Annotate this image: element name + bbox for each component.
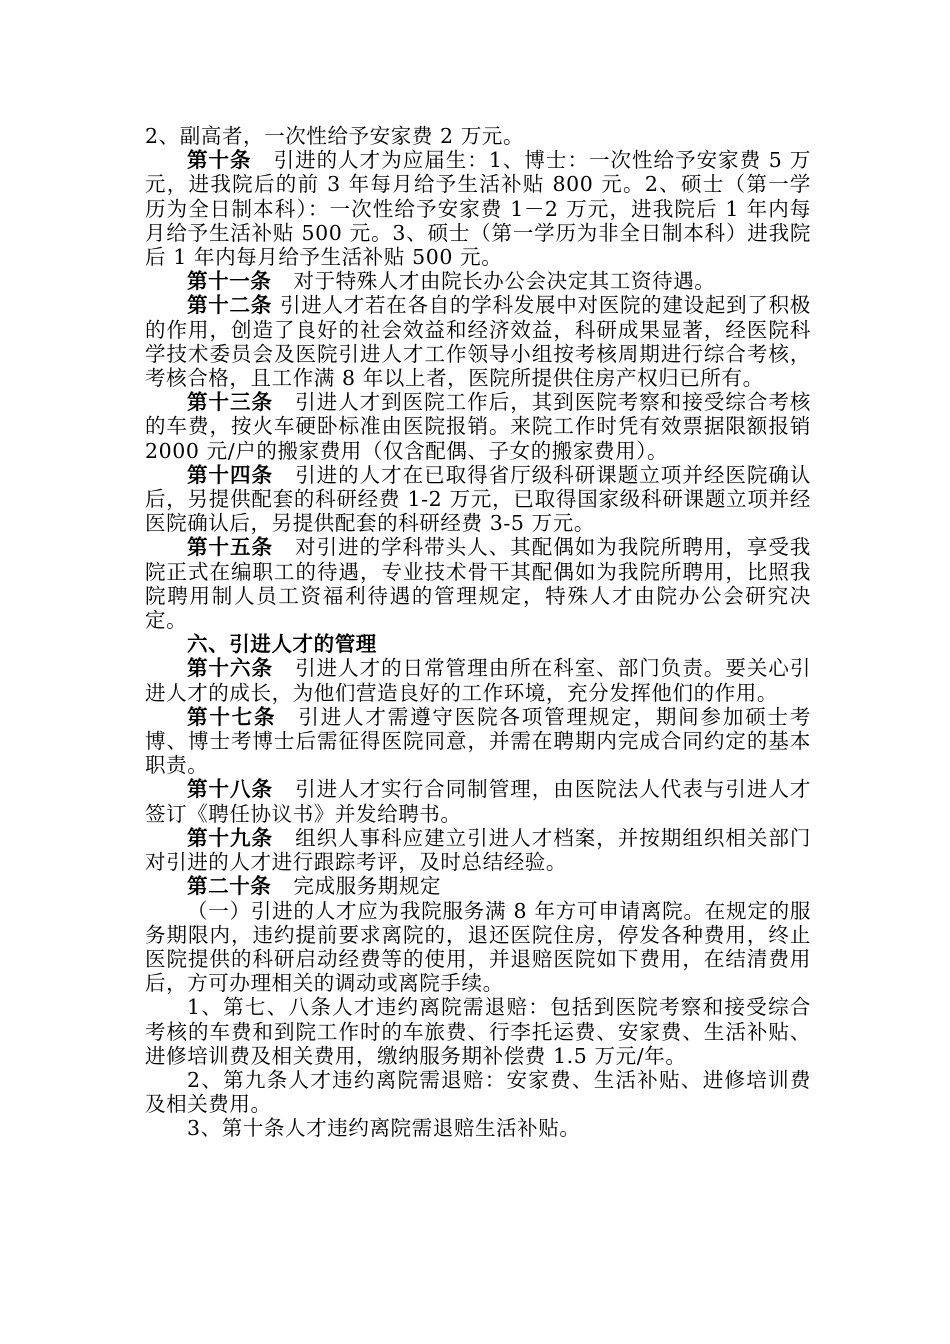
article-number: 第十一条 [187, 269, 272, 294]
article-12: 第十二条 引进人才若在各自的学科发展中对医院的建设起到了积极的作用，创造了良好的社会效益和经济效益，科研成果显著，经医院科学技术委员会及医院引进人才工作领导小组按考核周期进行综合考核，考核合格，且工作满 8 年以上者，医院所提供住房产权归已所有。 [145, 293, 812, 391]
clause-1: （一）引进的人才应为我院服务满 8 年方可申请离院。在规定的服务期限内，违约提前要求离院的，退还医院住房，停发各种费用，终止医院提供的科研启动经费等的使用，并退赔医院如下费用，在结清费用后，方可办理相关的调动或离院手续。 [145, 898, 811, 996]
article-14: 第十四条 引进的人才在已取得省厅级科研课题立项并经医院确认后，另提供配套的科研经费 1-2 万元，已取得国家级科研课题立项并经医院确认后，另提供配套的科研经费 3-5 万元。 [145, 462, 811, 536]
section-6-heading: 六、引进人才的管理 [187, 632, 377, 657]
document-body [145, 124, 811, 1141]
article-20: 第二十条 完成服务期规定 [187, 874, 442, 899]
article-11: 第十一条 对于特殊人才由院长办公会决定其工资待遇。 [187, 269, 716, 294]
clause-1-item-3: 3、第十条人才违约离院需退赔生活补贴。 [187, 1116, 581, 1141]
article-17: 第十七条 引进人才需遵守医院各项管理规定，期间参加硕士考博、博士考博士后需征得医院同意，并需在聘期内完成合同约定的基本职责。 [145, 704, 811, 778]
article-number: 第十五条 [187, 535, 274, 560]
article-number: 第二十条 [187, 874, 272, 899]
article-number: 第十三条 [187, 390, 274, 415]
article-19: 第十九条 组织人事科应建立引进人才档案，并按期组织相关部门对引进的人才进行跟踪考评，及时总结经验。 [145, 825, 811, 875]
article-number: 第十六条 [187, 656, 274, 681]
article-number: 第十七条 [187, 704, 277, 729]
article-13: 第十三条 引进人才到医院工作后，其到医院考察和接受综合考核的车费，按火车硬卧标准由医院报销。来院工作时凭有效票据限额报销 2000 元/户的搬家费用（仅含配偶、子女的搬家费用）。 [145, 390, 811, 463]
article-number: 第十条 [187, 148, 252, 173]
clause-1-item-2: 2、第九条人才违约离院需退赔：安家费、生活补贴、进修培训费及相关费用。 [145, 1067, 811, 1117]
article-number: 第十二条 [187, 293, 272, 318]
clause-1-item-1: 1、第七、八条人才违约离院需退赔：包括到医院考察和接受综合考核的车费和到院工作时的车旅费、行李托运费、安家费、生活补贴、进修培训费及相关费用，缴纳服务期补偿费 1.5 万元/年。 [145, 995, 811, 1068]
article-number: 第十八条 [187, 777, 274, 802]
article-16: 第十六条 引进人才的日常管理由所在科室、部门负责。要关心引进人才的成长，为他们营造良好的工作环境，充分发挥他们的作用。 [145, 656, 811, 705]
item-2-associate-senior: 2、副高者，一次性给予安家费 2 万元。 [145, 124, 525, 148]
article-18: 第十八条 引进人才实行合同制管理，由医院法人代表与引进人才签订《聘任协议书》并发给聘书。 [145, 777, 811, 826]
article-number: 第十九条 [187, 825, 274, 850]
article-number: 第十四条 [187, 462, 274, 487]
article-10: 第十条 引进的人才为应届生：1、博士：一次性给予安家费 5 万元，进我院后的前 3 年每月给予生活补贴 800 元。2、硕士（第一学历为全日制本科）：一次性给予安家费 1－2 万元，进我院后 1 年内每月给予生活补贴 500 元。3、硕士（第一学历为非全日制本科）进我院后 1 年内每月给予生活补贴 500 元。 [145, 148, 811, 270]
article-15: 第十五条 对引进的学科带头人、其配偶如为我院所聘用，享受我院正式在编职工的待遇，专业技术骨干其配偶如为我院所聘用，比照我院聘用制人员工资福利待遇的管理规定，特殊人才由院办公会研究决定。 [145, 535, 811, 633]
